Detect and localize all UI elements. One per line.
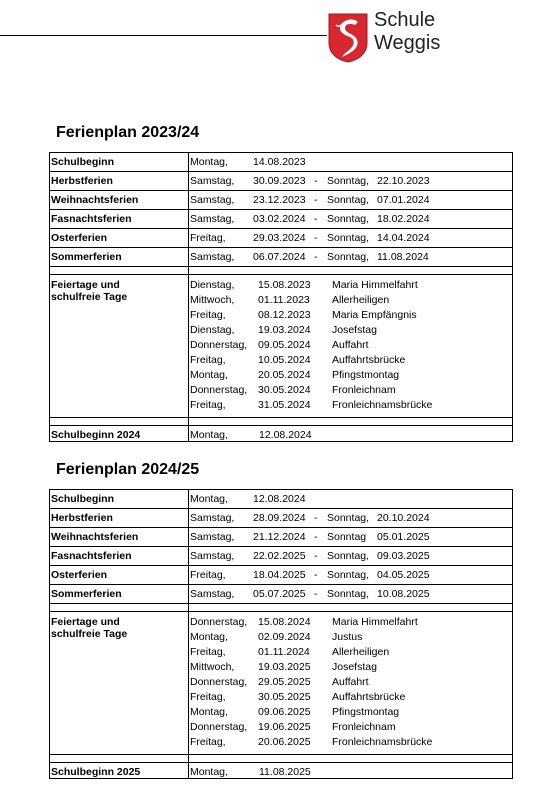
holiday-day-cell: Donnerstag, (190, 339, 248, 351)
table-row-border (49, 417, 512, 418)
end-date-cell: 09.03.2025 (377, 550, 430, 562)
holiday-name-cell: Auffahrt (332, 676, 369, 688)
holiday-name-cell: Pfingstmontag (332, 706, 400, 718)
end-date-cell: 20.10.2024 (377, 512, 430, 524)
holiday-date-cell: 19.06.2025 (258, 721, 311, 733)
range-separator: - (314, 512, 318, 524)
holiday-day-cell: Montag, (190, 369, 228, 381)
start-day-cell: Samstag, (190, 588, 235, 600)
holiday-day-cell: Mittwoch, (190, 661, 235, 673)
start-date-cell: 18.04.2025 (253, 569, 306, 581)
range-separator: - (314, 194, 318, 206)
start-date-cell: 23.12.2023 (253, 194, 306, 206)
table-row-border (49, 228, 512, 229)
holiday-name-cell: Fronleichnamsbrücke (332, 736, 433, 748)
holiday-name-cell: Fronleichnam (332, 384, 396, 396)
holiday-name-cell: Josefstag (332, 324, 377, 336)
row-label: Herbstferien (51, 175, 113, 187)
holiday-date-cell: 15.08.2024 (258, 616, 311, 628)
range-separator: - (314, 569, 318, 581)
holiday-day-cell: Freitag, (190, 646, 226, 658)
range-separator: - (314, 175, 318, 187)
table-row-border (49, 527, 512, 528)
start-day-cell: Samstag, (190, 512, 235, 524)
holiday-day-cell: Freitag, (190, 736, 226, 748)
start-date-cell: 30.09.2023 (253, 175, 306, 187)
end-day-cell: Sonntag, (327, 588, 370, 600)
holiday-day-cell: Mittwoch, (190, 294, 235, 306)
start-day-cell: Freitag, (190, 232, 226, 244)
table-row-border (49, 584, 512, 585)
row-label: Sommerferien (51, 588, 122, 600)
end-date-cell: 18.02.2024 (377, 213, 430, 225)
end-date-cell: 10.08.2025 (377, 588, 430, 600)
table-row-border (49, 209, 512, 210)
holiday-name-cell: Maria Empfängnis (332, 309, 417, 321)
holiday-date-cell: 01.11.2023 (258, 294, 310, 306)
start-date-cell: 03.02.2024 (253, 213, 306, 225)
date-cell: 14.08.2023 (253, 156, 306, 168)
table-row-border (49, 565, 512, 566)
row-label: Schulbeginn (51, 493, 114, 505)
holiday-date-cell: 30.05.2025 (258, 691, 311, 703)
table-row-border (49, 508, 512, 509)
end-date-cell: 14.04.2024 (377, 232, 430, 244)
day-cell: Montag, (190, 429, 228, 441)
end-day-cell: Sonntag, (327, 251, 370, 263)
row-label: Schulbeginn (51, 156, 114, 168)
row-label: Weihnachtsferien (51, 531, 139, 543)
holiday-date-cell: 01.11.2024 (258, 646, 310, 658)
range-separator: - (314, 232, 318, 244)
end-day-cell: Sonntag, (327, 175, 370, 187)
table-row-border (49, 247, 512, 248)
school-name (374, 9, 440, 55)
plan-title: Ferienplan 2024/25 (56, 461, 200, 478)
row-label: Feiertage und (51, 616, 120, 628)
range-separator: - (314, 251, 318, 263)
table-row-border (49, 754, 512, 755)
start-day-cell: Samstag, (190, 550, 235, 562)
holiday-day-cell: Donnerstag, (190, 676, 248, 688)
table-row-border (49, 611, 512, 612)
end-date-cell: 22.10.2023 (377, 175, 430, 187)
column-divider (188, 152, 189, 441)
table-row-border (49, 171, 512, 172)
holiday-name-cell: Justus (332, 631, 363, 643)
holiday-date-cell: 19.03.2025 (258, 661, 311, 673)
holiday-name-cell: Pfingstmontag (332, 369, 400, 381)
table-row-border (49, 603, 512, 604)
row-label: Osterferien (51, 569, 108, 581)
end-day-cell: Sonntag, (327, 232, 370, 244)
holiday-day-cell: Donnerstag, (190, 616, 248, 628)
start-day-cell: Samstag, (190, 213, 235, 225)
table-row-border (49, 266, 512, 267)
row-label: Fasnachtsferien (51, 213, 132, 225)
row-label: Sommerferien (51, 251, 122, 263)
start-date-cell: 06.07.2024 (253, 251, 306, 263)
row-label: Feiertage und (51, 279, 120, 291)
end-date-cell: 11.08.2024 (377, 251, 429, 263)
holiday-name-cell: Allerheiligen (332, 646, 390, 658)
row-label: schulfreie Tage (51, 628, 128, 640)
holiday-day-cell: Dienstag, (190, 324, 235, 336)
holiday-name-cell: Allerheiligen (332, 294, 390, 306)
start-date-cell: 22.02.2025 (253, 550, 306, 562)
start-date-cell: 28.09.2024 (253, 512, 306, 524)
table-row-border (49, 190, 512, 191)
row-label: Herbstferien (51, 512, 113, 524)
holiday-day-cell: Donnerstag, (190, 384, 248, 396)
end-day-cell: Sonntag, (327, 213, 370, 225)
start-day-cell: Samstag, (190, 194, 235, 206)
holiday-date-cell: 31.05.2024 (258, 399, 311, 411)
start-day-cell: Samstag, (190, 531, 235, 543)
table-row-border (49, 489, 512, 490)
range-separator: - (314, 531, 318, 543)
end-day-cell: Sonntag, (327, 512, 370, 524)
holiday-day-cell: Freitag, (190, 399, 226, 411)
holiday-name-cell: Maria Himmelfahrt (332, 616, 418, 628)
row-label: Fasnachtsferien (51, 550, 132, 562)
holiday-name-cell: Auffahrtsbrücke (332, 691, 406, 703)
date-cell: 11.08.2025 (259, 766, 311, 778)
holiday-date-cell: 15.08.2023 (258, 279, 311, 291)
holiday-day-cell: Freitag, (190, 354, 226, 366)
holiday-date-cell: 09.05.2024 (258, 339, 311, 351)
date-cell: 12.08.2024 (259, 429, 312, 441)
school-name-line1: Schule (374, 9, 436, 31)
end-day-cell: Sonntag, (327, 194, 370, 206)
row-label: schulfreie Tage (51, 291, 128, 303)
range-separator: - (314, 588, 318, 600)
holiday-name-cell: Fronleichnam (332, 721, 396, 733)
table-row-border (49, 274, 512, 275)
range-separator: - (314, 550, 318, 562)
holiday-day-cell: Freitag, (190, 691, 226, 703)
date-cell: 12.08.2024 (253, 493, 306, 505)
table-row-border (49, 425, 512, 426)
end-day-cell: Sonntag, (327, 569, 370, 581)
end-day-cell: Sonntag, (327, 550, 370, 562)
start-day-cell: Samstag, (190, 251, 235, 263)
holiday-date-cell: 09.06.2025 (258, 706, 311, 718)
row-label: Osterferien (51, 232, 108, 244)
end-date-cell: 04.05.2025 (377, 569, 430, 581)
holiday-date-cell: 19.03.2024 (258, 324, 311, 336)
school-name-line2: Weggis (374, 32, 441, 54)
holiday-date-cell: 20.06.2025 (258, 736, 311, 748)
column-divider (188, 489, 189, 778)
holiday-day-cell: Montag, (190, 706, 228, 718)
holiday-day-cell: Donnerstag, (190, 721, 248, 733)
start-date-cell: 05.07.2025 (253, 588, 306, 600)
row-label: Weihnachtsferien (51, 194, 139, 206)
start-date-cell: 21.12.2024 (253, 531, 306, 543)
holiday-day-cell: Freitag, (190, 309, 226, 321)
range-separator: - (314, 213, 318, 225)
holiday-date-cell: 20.05.2024 (258, 369, 311, 381)
table-row-border (49, 152, 512, 153)
start-day-cell: Samstag, (190, 175, 235, 187)
holiday-name-cell: Fronleichnamsbrücke (332, 399, 433, 411)
table-row-border (49, 762, 512, 763)
holiday-date-cell: 02.09.2024 (258, 631, 311, 643)
day-cell: Montag, (190, 156, 228, 168)
holiday-name-cell: Maria Himmelfahrt (332, 279, 418, 291)
holiday-date-cell: 10.05.2024 (258, 354, 311, 366)
end-date-cell: 07.01.2024 (377, 194, 430, 206)
row-label: Schulbeginn 2025 (51, 766, 141, 778)
end-day-cell: Sonntag (327, 531, 367, 543)
holiday-day-cell: Montag, (190, 631, 228, 643)
holiday-date-cell: 08.12.2023 (258, 309, 311, 321)
day-cell: Montag, (190, 766, 228, 778)
holiday-name-cell: Auffahrt (332, 339, 369, 351)
school-logo-fish-icon (328, 13, 368, 63)
row-label: Schulbeginn 2024 (51, 429, 141, 441)
day-cell: Montag, (190, 493, 228, 505)
start-date-cell: 29.03.2024 (253, 232, 306, 244)
header-rule (0, 35, 327, 36)
plan-title: Ferienplan 2023/24 (56, 124, 200, 141)
holiday-day-cell: Dienstag, (190, 279, 235, 291)
table-row-border (49, 546, 512, 547)
holiday-name-cell: Josefstag (332, 661, 377, 673)
holiday-date-cell: 29.05.2025 (258, 676, 311, 688)
holiday-date-cell: 30.05.2024 (258, 384, 311, 396)
holiday-name-cell: Auffahrtsbrücke (332, 354, 406, 366)
end-date-cell: 05.01.2025 (377, 531, 430, 543)
start-day-cell: Freitag, (190, 569, 226, 581)
